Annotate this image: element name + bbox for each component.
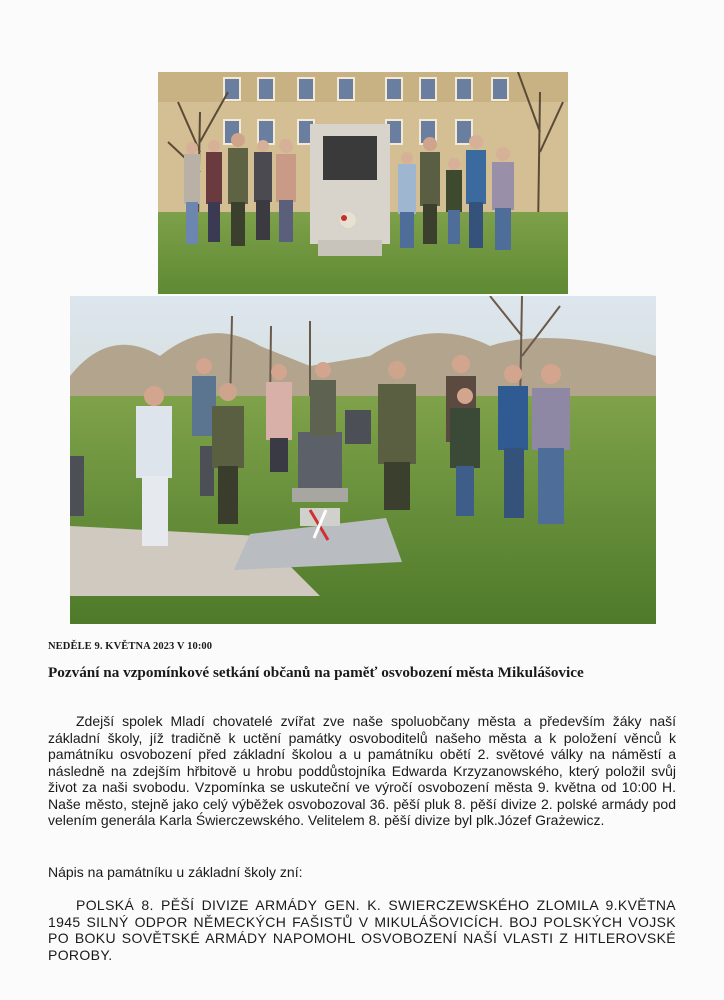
- photo-cemetery-grave: [70, 296, 656, 624]
- event-dateline: NEDĚLE 9. KVĚTNA 2023 V 10:00: [48, 641, 213, 652]
- article-paragraph-inscription: POLSKÁ 8. PĚŠÍ DIVIZE ARMÁDY GEN. K. SWIERCZEWSKÉHO ZLOMILA 9.KVĚTNA 1945 SILNÝ ODPOR NĚMECKÝCH FAŠISTŮ V MIKULÁŠOVICÍCH. BOJ POLSKÝCH VOJSK PO BOKU SOVĚTSKÉ ARMÁDY NAPOMOHL OSVOBOZENÍ NAŠÍ VLASTI Z HITLEROVSKÉ POROBY.: [48, 897, 676, 963]
- photo-school-memorial: [158, 72, 568, 294]
- article-paragraph-inscription-intro: Nápis na památníku u základní školy zní:: [48, 864, 303, 880]
- article-headline: Pozvání na vzpomínkové setkání občanů na paměť osvobození města Mikulášovice: [48, 664, 584, 681]
- article-paragraph-invitation: Zdejší spolek Mladí chovatelé zvířat zve naše spoluobčany města a především žáky naší základní školy, jíž tradičně k uctění památky osvoboditelů našeho města a k položení věnců k památníku osvobození před základní školou a u památníku obětí 2. světové války na náměstí a následně na zdejším hřbitově u hrobu poddůstojníka Edwarda Krzyzanowského, který položil svůj život za naši svobodu. Vzpomínka se uskuteční ve výročí osvobození města 9. května od 10:00 H. Naše město, stejně jako celý výběžek osvobozoval 36. pěší pluk 8. pěší divize 2. polské armády pod velením generála Karla Świerczewského. Velitelem 8. pěší divize byl plk.Józef Grażewicz.: [48, 713, 676, 828]
